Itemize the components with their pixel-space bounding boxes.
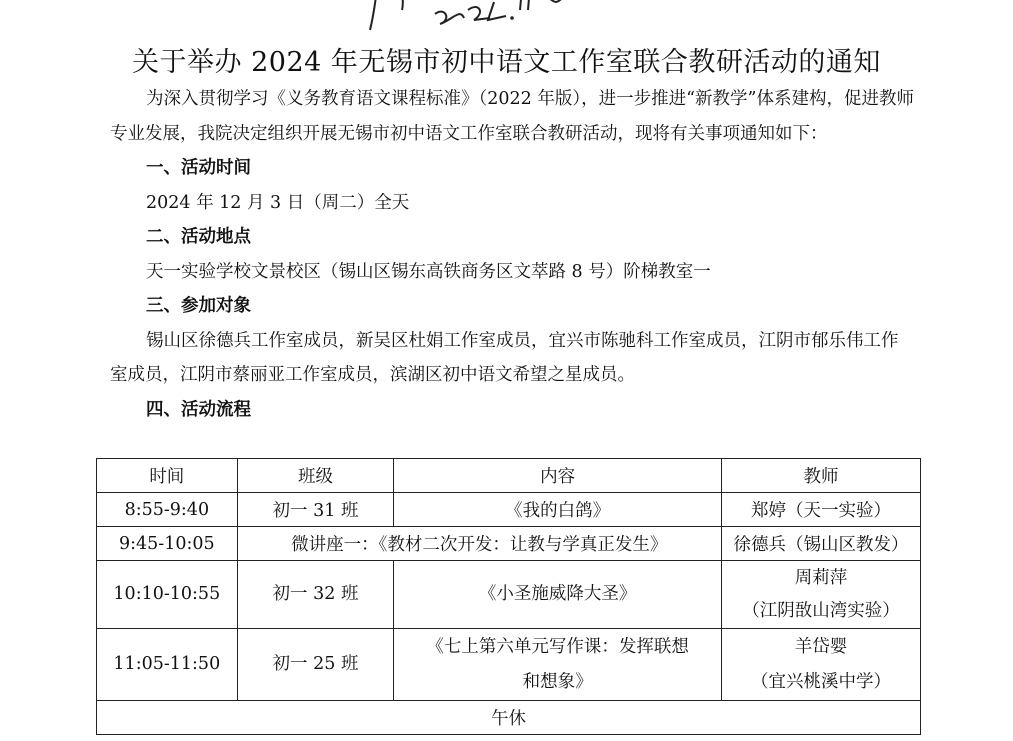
header-class: 班级 [237, 459, 394, 493]
teacher-name: 周莉萍 [794, 567, 848, 588]
cell-content: 《小圣施威降大圣》 [394, 561, 722, 629]
section-text-participants: 锡山区徐德兵工作室成员，新吴区杜娟工作室成员，宜兴市陈驰科工作室成员，江阴市郁乐伟工作室成员，江阴市蔡丽亚工作室成员，滨湖区初中语文希望之星成员。 [110, 330, 899, 385]
table-row [97, 701, 921, 735]
table-header-row [97, 459, 921, 493]
document-body [110, 82, 915, 427]
header-teacher: 教师 [721, 459, 920, 493]
section-heading-location: 二、活动地点 [146, 227, 251, 247]
teacher-org: （江阴敔山湾实验） [742, 600, 900, 621]
content-line-1: 《七上第六单元写作课：发挥联想 [426, 636, 689, 657]
cell-class: 初一 32 班 [237, 561, 394, 629]
section-heading-participants: 三、参加对象 [146, 296, 251, 316]
cell-content: 《我的白鸽》 [394, 493, 722, 527]
cell-class: 初一 31 班 [237, 493, 394, 527]
section-text-time: 2024 年 12 月 3 日（周二）全天 [146, 192, 410, 213]
header-content: 内容 [394, 459, 722, 493]
teacher-org: （宜兴桃溪中学） [750, 671, 891, 692]
schedule-table [96, 458, 921, 735]
cell-teacher: 徐德兵（锡山区教发） [721, 527, 920, 561]
cell-time: 8:55-9:40 [97, 493, 238, 527]
table-row [97, 561, 921, 629]
cell-teacher [721, 629, 920, 701]
table-row [97, 527, 921, 561]
cell-time: 10:10-10:55 [97, 561, 238, 629]
cell-time: 9:45-10:05 [97, 527, 238, 561]
document-title: 关于举办 2024 年无锡市初中语文工作室联合教研活动的通知 [132, 47, 881, 78]
intro-paragraph: 为深入贯彻学习《义务教育语文课程标准》（2022 年版），进一步推进“新教学”体系建构，促进教师专业发展，我院决定组织开展无锡市初中语文工作室联合教研活动，现将有关事项通知如下： [110, 89, 914, 144]
teacher-name: 羊岱婴 [794, 636, 848, 657]
cell-teacher: 郑婷（天一实验） [721, 493, 920, 527]
header-time: 时间 [97, 459, 238, 493]
cell-break: 午休 [97, 701, 921, 735]
section-heading-schedule: 四、活动流程 [146, 399, 251, 420]
cell-lecture: 微讲座一：《教材二次开发：让教与学真正发生》 [237, 527, 721, 561]
cell-time: 11:05-11:50 [97, 629, 238, 701]
section-text-location: 天一实验学校文景校区（锡山区锡东高铁商务区文萃路 8 号）阶梯教室一 [146, 261, 711, 282]
cell-content [394, 629, 722, 701]
handwritten-signature [360, 0, 590, 35]
cell-teacher [721, 561, 920, 629]
cell-class: 初一 25 班 [237, 629, 394, 701]
content-line-2: 和想象》 [522, 671, 593, 692]
table-row [97, 493, 921, 527]
table-row [97, 629, 921, 701]
section-heading-time: 一、活动时间 [146, 158, 251, 178]
